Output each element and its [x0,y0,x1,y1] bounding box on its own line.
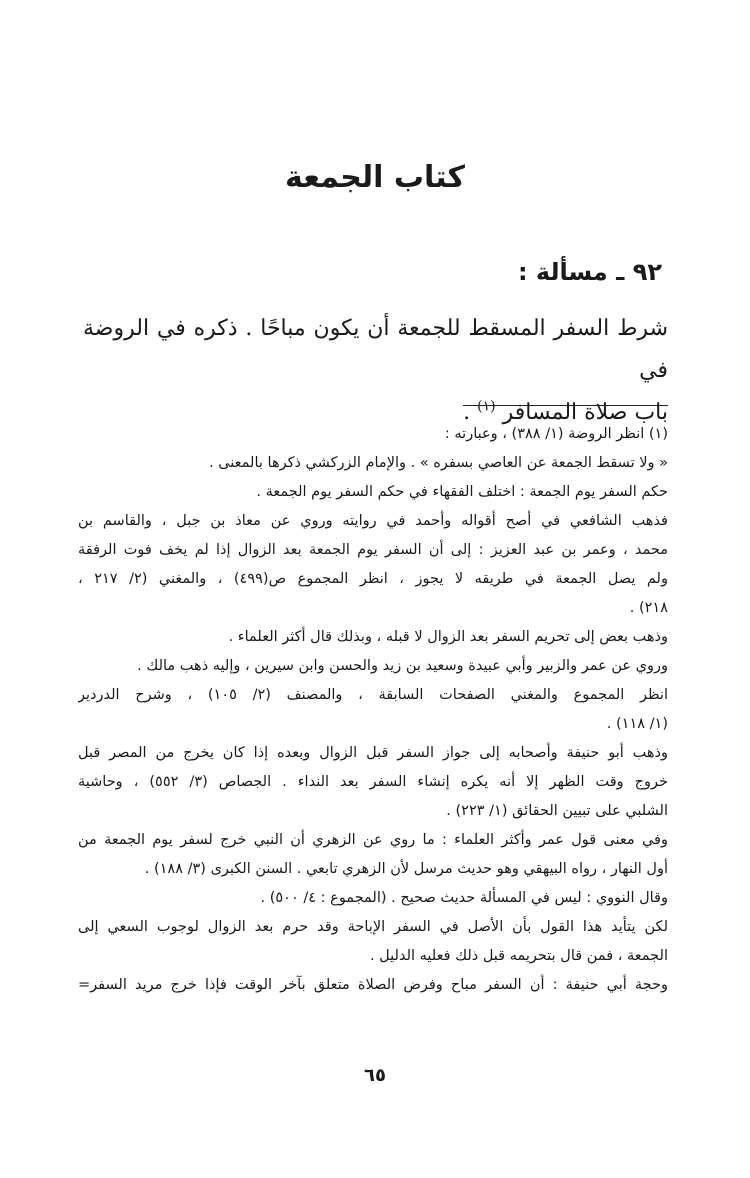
footnote-line: ٢١٨) . [629,600,668,616]
footnote-line: وذهب أبو حنيفة وأصحابه إلى جواز السفر قبل الزوال وبعده إذا كان يخرج من المصر قبل [78,745,668,761]
footnote-separator [463,405,668,406]
footnote-line: وروي عن عمر والزبير وأبي عبيدة وسعيد بن زيد والحسن وابن سيرين ، وإليه ذهب مالك . [137,658,668,674]
footnotes [78,420,668,1000]
footnote-line: (١/ ١١٨) . [606,716,668,732]
chapter-title: كتاب الجمعة [285,160,465,195]
footnote-line: وذهب بعض إلى تحريم السفر بعد الزوال لا قبله ، وبذلك قال أكثر العلماء . [228,629,668,645]
footnote-line: (١) انظر الروضة (١/ ٣٨٨) ، وعبارته : [444,426,668,442]
footnote-line: لكن يتأيد هذا القول بأن الأصل في السفر الإباحة وقد حرم بعد الزوال لوجوب السعي إلى [78,919,668,935]
footnote-line: محمد ، وعمر بن عبد العزيز : إلى أن السفر يوم الجمعة بعد الزوال إذا لم يخف فوت الرفقة [78,542,668,558]
footnote-line: وقال النووي : ليس في المسألة حديث صحيح . (المجموع : ٤/ ٥٠٠) . [260,890,668,906]
page-number: ٦٥ [364,1065,386,1086]
footnote-line: وفي معنى قول عمر وأكثر العلماء : ما روي عن الزهري أن النبي خرج لسفر يوم الجمعة من [78,832,668,848]
footnote-line: الجمعة ، فمن قال بتحريمه قبل ذلك فعليه الدليل . [369,948,668,964]
footnote-line: انظر المجموع والمغني الصفحات السابقة ، والمصنف (٢/ ١٠٥) ، وشرح الدردير [78,687,668,703]
footnote-line: أول النهار ، رواه البيهقي وهو حديث مرسل لأن الزهري تابعي . السنن الكبرى (٣/ ١٨٨) . [144,861,668,877]
footnote-line: الشلبي على تبيين الحقائق (١/ ٢٢٣) . [446,803,668,819]
body-line-text: باب صلاة المسافر [502,400,668,425]
footnote-line: خروج وقت الظهر إلا أنه يكره إنشاء السفر بعد النداء . الجصاص (٣/ ٥٥٢) ، وحاشية [78,774,668,790]
footnote-line: فذهب الشافعي في أصح أقواله وأحمد في روايته وروي عن معاذ بن جبل ، والقاسم بن [78,513,668,529]
footnote-line: « ولا تسقط الجمعة عن العاصي بسفره » . والإمام الزركشي ذكرها بالمعنى . [208,455,668,471]
main-paragraph [83,308,668,434]
footnote-line: وحجة أبي حنيفة : أن السفر مباح وفرض الصلاة متعلق بآخر الوقت فإذا خرج مريد السفر= [78,977,668,993]
body-end-punct: . [463,400,478,425]
issue-heading: ٩٢ ـ مسألة : [517,258,662,286]
footnote-line: حكم السفر يوم الجمعة : اختلف الفقهاء في حكم السفر يوم الجمعة . [256,484,668,500]
footnote-marker: (١) [477,398,496,415]
body-line: شرط السفر المسقط للجمعة أن يكون مباحًا . ذكره في الروضة في [83,316,668,383]
footnote-line: ولم يصل الجمعة في طريقه لا يجوز ، انظر المجموع ص(٤٩٩) ، والمغني (٢/ ٢١٧ ، [78,571,668,587]
